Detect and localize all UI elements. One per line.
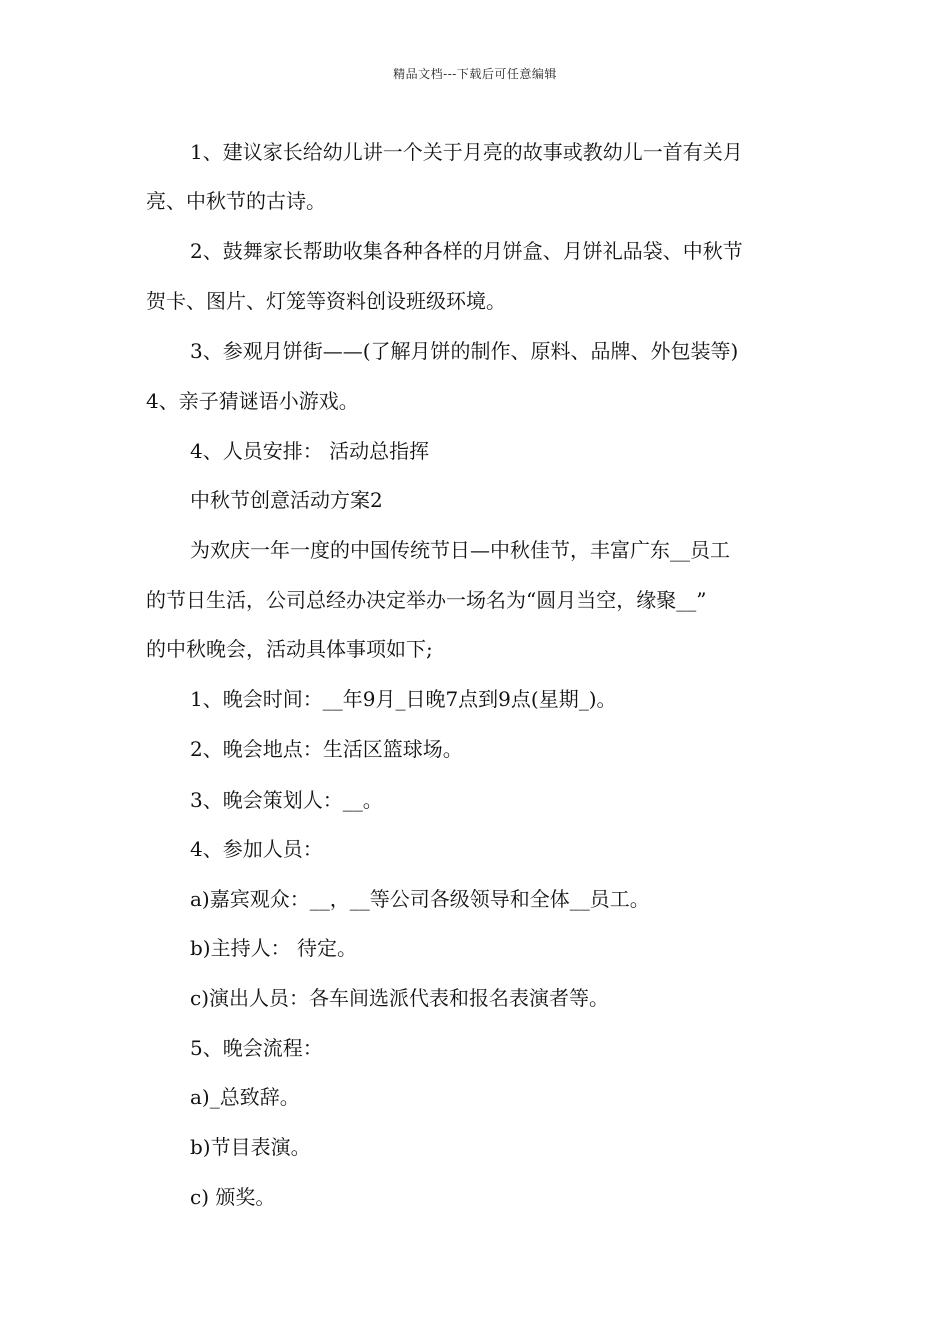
paragraph-line: 4、亲子猜谜语小游戏。	[146, 389, 359, 413]
paragraph-line: 2、鼓舞家长帮助收集各种各样的月饼盒、月饼礼品袋、中秋节	[190, 239, 743, 263]
paragraph-line: 亮、中秋节的古诗。	[146, 189, 326, 213]
paragraph-line: 4、人员安排： 活动总指挥	[190, 439, 430, 463]
paragraph-line: c) 颁奖。	[190, 1185, 276, 1209]
paragraph-line: 的中秋晚会，活动具体事项如下;	[146, 637, 433, 661]
paragraph-line: 1、晚会时间：__年9月_日晚7点到9点(星期_)。	[190, 687, 617, 711]
paragraph-line: 2、晚会地点：生活区篮球场。	[190, 737, 463, 761]
paragraph-line: b)主持人： 待定。	[190, 936, 357, 960]
paragraph-line: a)_总致辞。	[190, 1085, 300, 1109]
paragraph-line: b)节目表演。	[190, 1135, 311, 1159]
paragraph-line: c)演出人员：各车间选派代表和报名表演者等。	[190, 986, 610, 1010]
paragraph-line: 4、参加人员：	[190, 837, 323, 861]
paragraph-line: 3、参观月饼街——(了解月饼的制作、原料、品牌、外包装等)	[190, 339, 739, 363]
paragraph-line: 为欢庆一年一度的中国传统节日—中秋佳节，丰富广东__员工	[190, 538, 730, 562]
paragraph-line: 5、晚会流程：	[190, 1036, 323, 1060]
paragraph-line: 1、建议家长给幼儿讲一个关于月亮的故事或教幼儿一首有关月	[190, 140, 743, 164]
paragraph-line: 贺卡、图片、灯笼等资料创设班级环境。	[146, 289, 506, 313]
paragraph-line: a)嘉宾观众：__，__等公司各级领导和全体__员工。	[190, 887, 650, 911]
page-header: 精品文档---下载后可任意编辑	[393, 67, 557, 81]
section-title: 中秋节创意活动方案2	[190, 488, 383, 512]
paragraph-line: 3、晚会策划人：__。	[190, 788, 383, 812]
paragraph-line: 的节日生活，公司总经办决定举办一场名为“圆月当空，缘聚__”	[146, 588, 707, 612]
